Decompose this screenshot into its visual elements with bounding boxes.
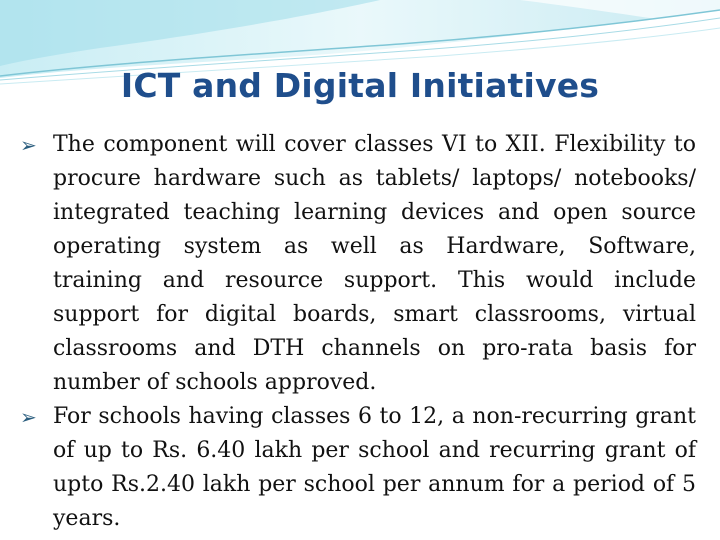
slide-title: ICT and Digital Initiatives [120, 66, 600, 105]
bullet-item [18, 128, 696, 400]
bullet-list [18, 128, 696, 536]
bullet-text: The component will cover classes VI to XII. Flexibility to procure hardware such as tablets/ laptops/ notebooks/ integrated teaching learning devices and open source operating system as well as Hardware, Software, training and resource support. This would include support for digital boards, smart classrooms, virtual classrooms and DTH channels on pro-rata basis for number of schools approved. [53, 132, 696, 395]
arrow-bullet-icon: ➢ [20, 133, 37, 157]
bullet-item [18, 400, 696, 536]
arrow-bullet-icon: ➢ [20, 405, 37, 429]
bullet-text: For schools having classes 6 to 12, a non-recurring grant of up to Rs. 6.40 lakh per school and recurring grant of upto Rs.2.40 lakh per school per annum for a period of 5 years. [53, 404, 696, 531]
